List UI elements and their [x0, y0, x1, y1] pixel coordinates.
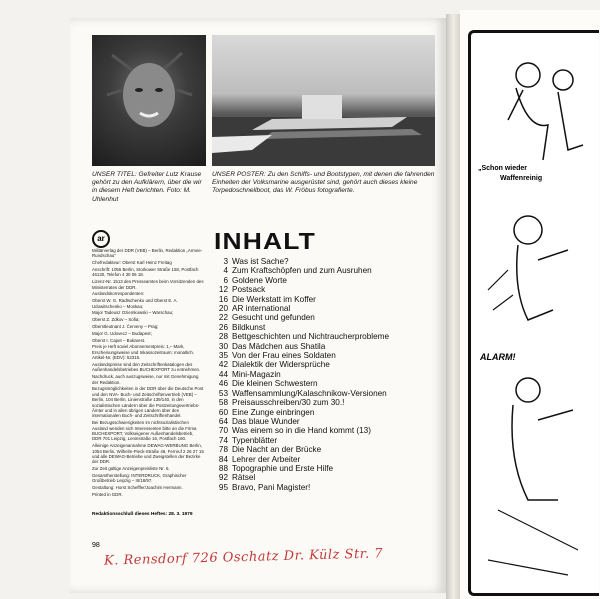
- table-of-contents: [214, 257, 442, 492]
- toc-page: 44: [218, 369, 228, 379]
- toc-entry: [214, 455, 442, 464]
- toc-title: Die Nacht an der Brücke: [232, 445, 322, 455]
- toc-entry: [214, 370, 442, 379]
- toc-entry: [214, 332, 442, 341]
- toc-title: Rätsel: [232, 473, 256, 483]
- toc-entry: [214, 426, 442, 435]
- toc-entry: [214, 483, 442, 492]
- toc-entry: [214, 389, 442, 398]
- toc-entry: [214, 464, 442, 473]
- toc-page: 35: [218, 351, 228, 361]
- imprint-line: Major Tadeusz Oziemkowski – Warschau;: [92, 310, 174, 316]
- toc-page: 60: [218, 407, 228, 417]
- toc-title: Bildkunst: [232, 322, 266, 332]
- editorial-deadline: Redaktionsschluß dieses Heftes: 28. 3. 1979: [92, 512, 193, 517]
- toc-title: Was einem so in die Hand kommt (13): [232, 426, 371, 436]
- toc-entry: [214, 417, 442, 426]
- toc-title: Von der Frau eines Soldaten: [232, 351, 336, 361]
- toc-page: 16: [218, 294, 228, 304]
- toc-title: Lehrer der Arbeiter: [232, 454, 301, 464]
- magazine-spine: [446, 14, 460, 599]
- toc-page: 22: [218, 313, 228, 323]
- toc-entry: [214, 276, 442, 285]
- toc-entry: [214, 408, 442, 417]
- toc-page: 4: [223, 266, 228, 276]
- toc-page: 70: [218, 426, 228, 436]
- cover-photo-soldier: [92, 35, 206, 166]
- imprint-line: Bei Bezugsschwierigkeiten im nichtsozialistischen Ausland wenden sich Interessenten bitte an die Firma BUCHEXPORT, Volkseigener Außenhandelsbetrieb, DDR 701 Leipzig, Leninstraße 16, Postfach 160.: [92, 420, 197, 442]
- imprint-line: Alleinige Anzeigenannahme DEWAG-WERBUNG Berlin, 1054 Berlin, Wilhelm-Pieck-Straße 49, Fernruf 2 26 27 15 und alle DEWAG-Betriebe und Zweigstellen der Bezirke der DDR.: [92, 443, 204, 465]
- toc-page: 78: [218, 445, 228, 455]
- toc-entry: [214, 436, 442, 445]
- imprint: [92, 248, 204, 499]
- toc-entry: [214, 342, 442, 351]
- toc-entry: [214, 285, 442, 294]
- toc-page: 12: [218, 285, 228, 295]
- imprint-line: Oberst Z. Zdkov – Sofia;: [92, 317, 140, 323]
- imprint-line: Printed in GDR.: [92, 492, 123, 498]
- toc-page: 92: [218, 473, 228, 483]
- imprint-line: Chefredakteur: Oberst Karl Heinz Freitag: [92, 260, 172, 266]
- imprint-line: Auslandskorrespondenten:: [92, 291, 145, 297]
- toc-entry: [214, 323, 442, 332]
- toc-title: Goldene Worte: [232, 275, 287, 285]
- toc-title: Die Werkstatt im Koffer: [232, 294, 316, 304]
- imprint-line: Gestaltung: Horst Scheffler/Joachim Hermann.: [92, 485, 183, 491]
- toc-page: 53: [218, 388, 228, 398]
- toc-title: Bettgeschichten und Nichtraucherprobleme: [232, 332, 390, 342]
- toc-title: Topographie und Erste Hilfe: [232, 463, 334, 473]
- toc-title: Die kleinen Schwestern: [232, 379, 318, 389]
- toc-title: Gesucht und gefunden: [232, 313, 315, 323]
- cartoon-alarm-text: ALARM!: [480, 352, 516, 362]
- title-caption: UNSER TITEL: Gefreiter Lutz Krause gehört zu den Aufklärern, über die wir in diesem Heft berichten. Foto: M. Uhlenhut: [92, 171, 202, 203]
- ar-logo: ar: [92, 230, 110, 248]
- toc-page: 3: [223, 257, 228, 266]
- toc-page: 95: [218, 482, 228, 492]
- poster-photo-torpedo-boat: [212, 35, 435, 166]
- toc-title: Preisausschreiben/30 zum 30.!: [232, 398, 345, 408]
- cartoon-speech-1: „Schon wieder: [478, 165, 528, 172]
- toc-entry: [214, 295, 442, 304]
- toc-entry: [214, 351, 442, 360]
- toc-page: 28: [218, 332, 228, 342]
- toc-title: Was ist Sache?: [232, 257, 289, 266]
- imprint-line: Gesamtherstellung: INTERDRUCK, Graphischer Großbetrieb Leipzig – III/18/97.: [92, 473, 187, 484]
- toc-page: 46: [218, 379, 228, 389]
- toc-title: Bravo, Pani Magister!: [232, 482, 311, 492]
- toc-entry: [214, 313, 442, 322]
- cartoon-drawing: [468, 30, 596, 590]
- page-number: 98: [92, 542, 100, 549]
- toc-title: Mini-Magazin: [232, 369, 281, 379]
- toc-page: 64: [218, 416, 228, 426]
- toc-entry: [214, 379, 442, 388]
- toc-entry: [214, 304, 442, 313]
- toc-page: 6: [223, 275, 228, 285]
- toc-entry: [214, 473, 442, 482]
- toc-page: 42: [218, 360, 228, 370]
- toc-page: 30: [218, 341, 228, 351]
- imprint-line: Preis je Heft soviel Abonnementpreis: 1,– Mark, Erscheinungsweise und Inkassozeitraum: monatlich. Artikel-Nr. (EDV): 52315.: [92, 344, 195, 361]
- imprint-line: Lizenz-Nr. 1513 des Presseamtes beim Vorsitzenden des Ministerrates der DDR.: [92, 279, 204, 290]
- imprint-line: Oberst I. Capet – Bukarest.: [92, 337, 146, 343]
- imprint-line: Bezugsmöglichkeiten in der DDR über die Deutsche Post und den NVA- Buch- und Zeitschriftenvertrieb (VEB) – Berlin, 104 Berlin, Linienstraße 139/140, in den sozialistischen Ländern über die Postzeitungsvertriebs-Ämter und in allen übrigen Ländern über den internationalen Buch- und Zeitschriftenhandel.: [92, 386, 204, 419]
- toc-title: Eine Zunge einbringen: [232, 407, 315, 417]
- imprint-line: Militärverlag der DDR (VEB) – Berlin, Redaktion „Armee-Rundschau“: [92, 248, 203, 259]
- imprint-line: Major G. Udovecz – Budapest;: [92, 330, 152, 336]
- toc-page: 74: [218, 435, 228, 445]
- imprint-line: Anschrift: 1055 Berlin, Storkower Straße 158, Postfach 46130, Telefon 4 30 06 18.: [92, 267, 199, 278]
- imprint-line: Oberst W. G. Radtschenko und Oberst E. A. Udowitschenko – Moskau;: [92, 298, 178, 309]
- toc-page: 84: [218, 454, 228, 464]
- toc-title: Dialektik der Widersprüche: [232, 360, 330, 370]
- toc-title: Das blaue Wunder: [232, 416, 300, 426]
- imprint-line: Zur Zeit gültige Anzeigenpreisliste Nr. 6.: [92, 466, 170, 472]
- toc-entry: [214, 398, 442, 407]
- toc-page: 26: [218, 322, 228, 332]
- handwritten-signature: K. Rensdorf 726 Oschatz Dr. Külz Str. 7: [103, 546, 384, 569]
- toc-title: Das Mädchen aus Shatila: [232, 341, 326, 351]
- contents-heading: INHALT: [214, 228, 316, 254]
- imprint-line: Nachdruck, auch auszugsweise, nur mit Genehmigung der Redaktion.: [92, 374, 199, 385]
- toc-title: AR international: [232, 304, 291, 314]
- toc-page: 88: [218, 463, 228, 473]
- toc-page: 20: [218, 304, 228, 314]
- imprint-line: Oberstleutnant J. Červeny – Prag;: [92, 324, 159, 329]
- toc-title: Typenblätter: [232, 435, 278, 445]
- toc-entry: [214, 445, 442, 454]
- toc-title: Waffensammlung/Kalaschnikow-Versionen: [232, 388, 387, 398]
- toc-title: Postsack: [232, 285, 266, 295]
- toc-page: 58: [218, 398, 228, 408]
- poster-caption: UNSER POSTER: Zu den Schiffs- und Bootstypen, mit denen die fahrenden Einheiten der Volksmarine ausgerüstet sind, gehört auch dieses kleine Torpedoschnellboot, das W. Fröbus fotografierte.: [212, 171, 435, 195]
- toc-entry: [214, 266, 442, 275]
- cartoon-speech-2: Waffenreinig: [500, 175, 543, 182]
- toc-entry: [214, 360, 442, 369]
- toc-title: Zum Kraftschöpfen und zum Ausruhen: [232, 266, 372, 276]
- toc-entry: [214, 257, 442, 266]
- imprint-line: Auslandspreise sind den Zeitschriftenkatalogen des Außenhandelsbetriebes BUCHEXPORT zu entnehmen.: [92, 362, 201, 373]
